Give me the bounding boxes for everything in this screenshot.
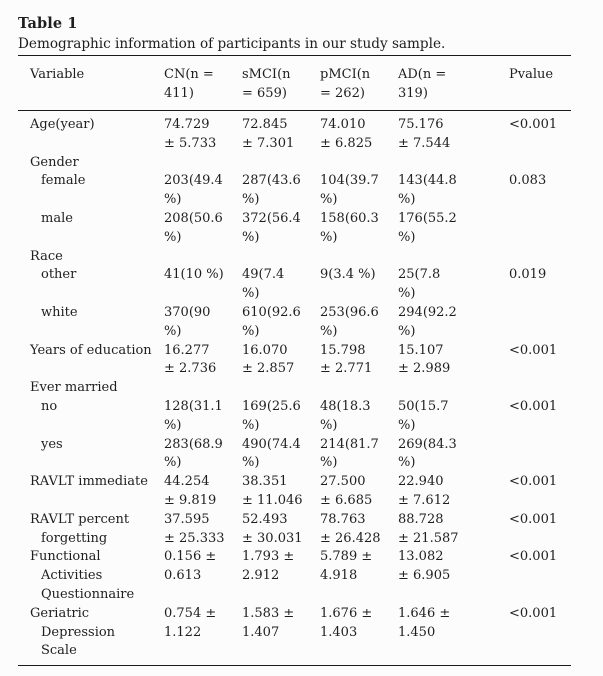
value-cell: [398, 116, 509, 154]
cell-line: other: [41, 267, 77, 283]
table-header-row: [18, 55, 571, 111]
cell-line: ± 7.301: [242, 135, 295, 151]
cell-line: %): [164, 192, 182, 208]
cell-line: 169(25.6: [242, 398, 301, 414]
cell-line: %): [242, 192, 260, 208]
cell-line: 253(96.6: [320, 304, 379, 320]
cell-line: male: [41, 210, 73, 226]
cell-line: ± 11.046: [242, 492, 303, 508]
pvalue-cell: [509, 605, 571, 624]
cell-line: 22.940: [398, 474, 444, 490]
value-cell: [242, 605, 320, 643]
cell-line: RAVLT immediate: [30, 474, 148, 490]
cell-line: 319): [398, 86, 428, 101]
cell-line: 38.351: [242, 474, 288, 490]
value-cell: [320, 304, 398, 342]
cell-line: 27.500: [320, 474, 366, 490]
table-row: [18, 248, 571, 267]
cell-line: %): [398, 229, 416, 245]
table-row: [18, 398, 571, 436]
value-cell: [242, 266, 320, 304]
cell-line: 15.107: [398, 342, 444, 358]
value-cell: [242, 248, 320, 249]
cell-line: 41(10 %): [164, 267, 224, 283]
variable-cell: [18, 379, 164, 398]
cell-line: 176(55.2: [398, 210, 457, 226]
cell-line: 208(50.6: [164, 210, 223, 226]
variable-cell: [18, 473, 164, 492]
cell-line: <0.001: [509, 474, 558, 490]
cell-line: 48(18.3: [320, 398, 371, 414]
cell-line: %): [164, 323, 182, 339]
cell-line: 372(56.4: [242, 210, 301, 226]
value-cell: [164, 248, 242, 249]
cell-line: 4.918: [320, 568, 358, 584]
column-header-col-pmci: [320, 65, 398, 103]
table-row: [18, 304, 571, 342]
cell-line: <0.001: [509, 605, 558, 621]
cell-line: <0.001: [509, 342, 558, 358]
variable-cell: [18, 511, 164, 549]
cell-line: ± 2.771: [320, 361, 373, 377]
table-row: [18, 511, 571, 549]
cell-line: 2.912: [242, 568, 280, 584]
cell-line: 158(60.3: [320, 210, 379, 226]
value-cell: [398, 436, 509, 474]
cell-line: %): [242, 455, 260, 471]
value-cell: [398, 154, 509, 155]
variable-cell: [18, 248, 164, 267]
cell-line: 52.493: [242, 511, 288, 527]
value-cell: [164, 210, 242, 248]
cell-line: %): [242, 323, 260, 339]
cell-line: 78.763: [320, 511, 366, 527]
cell-line: Race: [30, 248, 63, 264]
pvalue-cell: [509, 511, 571, 530]
value-cell: [242, 304, 320, 342]
cell-line: %): [320, 323, 338, 339]
cell-line: Pvalue: [509, 67, 554, 82]
cell-line: ± 30.031: [242, 530, 303, 546]
value-cell: [320, 398, 398, 436]
cell-line: 13.082: [398, 549, 444, 565]
cell-line: 269(84.3: [398, 436, 457, 452]
cell-line: 15.798: [320, 342, 366, 358]
cell-line: %): [164, 229, 182, 245]
cell-line: 411): [164, 86, 194, 101]
pvalue-cell: [509, 473, 571, 492]
variable-cell: [18, 436, 164, 455]
value-cell: [398, 266, 509, 304]
cell-line: 74.010: [320, 117, 366, 132]
cell-line: ± 7.612: [398, 492, 451, 508]
table-row: [18, 548, 571, 604]
cell-line: 370(90: [164, 304, 211, 320]
pvalue-cell: [509, 154, 571, 155]
value-cell: [398, 210, 509, 248]
cell-line: 75.176: [398, 117, 444, 132]
value-cell: [320, 473, 398, 511]
cell-line: Scale: [41, 643, 77, 659]
pvalue-cell: [509, 266, 571, 285]
value-cell: [320, 548, 398, 586]
value-cell: [242, 116, 320, 154]
pvalue-cell: [509, 436, 571, 437]
value-cell: [242, 154, 320, 155]
cell-line: AD(n =: [398, 67, 447, 82]
pvalue-cell: [509, 248, 571, 249]
value-cell: [398, 511, 509, 549]
cell-line: Years of education: [30, 342, 152, 358]
cell-line: 104(39.7: [320, 173, 379, 189]
cell-line: 294(92.2: [398, 304, 457, 320]
table-row: [18, 116, 571, 154]
cell-line: 203(49.4: [164, 173, 223, 189]
cell-line: yes: [41, 436, 63, 452]
value-cell: [164, 266, 242, 285]
cell-line: 610(92.6: [242, 304, 301, 320]
pvalue-cell: [509, 379, 571, 380]
variable-cell: [18, 548, 164, 604]
cell-line: %): [398, 417, 416, 433]
cell-line: 16.070: [242, 342, 288, 358]
cell-line: = 262): [320, 86, 365, 101]
cell-line: 74.729: [164, 117, 210, 132]
cell-line: Depression: [41, 624, 116, 640]
value-cell: [398, 304, 509, 342]
variable-cell: [18, 172, 164, 191]
value-cell: [320, 154, 398, 155]
cell-line: 44.254: [164, 474, 210, 490]
table-row: [18, 266, 571, 304]
cell-line: Geriatric: [30, 605, 90, 621]
cell-line: Functional: [30, 549, 101, 565]
cell-line: %): [398, 286, 416, 302]
cell-line: 37.595: [164, 511, 210, 527]
cell-line: 16.277: [164, 342, 210, 358]
cell-line: 0.754 ±: [164, 605, 217, 621]
value-cell: [398, 248, 509, 249]
cell-line: 0.083: [509, 173, 547, 189]
cell-line: ± 6.825: [320, 135, 373, 151]
variable-cell: [18, 210, 164, 229]
value-cell: [398, 342, 509, 380]
value-cell: [164, 436, 242, 474]
cell-line: 1.793 ±: [242, 549, 295, 565]
value-cell: [164, 172, 242, 210]
cell-line: forgetting: [41, 530, 108, 546]
pvalue-cell: [509, 398, 571, 417]
cell-line: <0.001: [509, 549, 558, 565]
pvalue-cell: [509, 210, 571, 211]
value-cell: [398, 172, 509, 210]
cell-line: 283(68.9: [164, 436, 223, 452]
cell-line: ± 5.733: [164, 135, 217, 151]
value-cell: [164, 379, 242, 380]
cell-line: pMCI(n: [320, 67, 371, 82]
cell-line: 1.122: [164, 624, 202, 640]
cell-line: ± 21.587: [398, 530, 459, 546]
cell-line: ± 2.857: [242, 361, 295, 377]
pvalue-cell: [509, 172, 571, 191]
value-cell: [320, 342, 398, 380]
pvalue-cell: [509, 304, 571, 305]
value-cell: [164, 116, 242, 154]
value-cell: [164, 154, 242, 155]
cell-line: %): [320, 455, 338, 471]
pvalue-cell: [509, 116, 571, 135]
value-cell: [242, 210, 320, 248]
column-header-col-ad: [398, 65, 509, 103]
value-cell: [242, 398, 320, 436]
table-1: [18, 13, 571, 666]
value-cell: [242, 172, 320, 210]
cell-line: <0.001: [509, 117, 558, 132]
cell-line: ± 6.905: [398, 568, 451, 584]
cell-line: %): [164, 455, 182, 471]
cell-line: Age(year): [30, 117, 95, 132]
cell-line: ± 9.819: [164, 492, 217, 508]
value-cell: [320, 248, 398, 249]
value-cell: [164, 548, 242, 586]
cell-line: 214(81.7: [320, 436, 379, 452]
cell-line: 1.583 ±: [242, 605, 295, 621]
table-body: [18, 111, 571, 666]
cell-line: female: [41, 173, 86, 189]
cell-line: ± 2.989: [398, 361, 451, 377]
value-cell: [320, 511, 398, 549]
cell-line: 5.789 ±: [320, 549, 373, 565]
value-cell: [320, 436, 398, 474]
column-header-col-pvalue: [509, 65, 571, 84]
cell-line: %): [320, 229, 338, 245]
cell-line: Questionnaire: [41, 586, 135, 602]
pvalue-cell: [509, 342, 571, 361]
cell-line: ± 7.544: [398, 135, 451, 151]
cell-line: Gender: [30, 154, 79, 170]
cell-line: <0.001: [509, 398, 558, 414]
table-row: [18, 154, 571, 173]
value-cell: [398, 473, 509, 511]
cell-line: 72.845: [242, 117, 288, 132]
value-cell: [242, 342, 320, 380]
cell-line: 0.019: [509, 267, 547, 283]
table-row: [18, 473, 571, 511]
variable-cell: [18, 116, 164, 135]
cell-line: 1.407: [242, 624, 280, 640]
cell-line: %): [398, 192, 416, 208]
variable-cell: [18, 304, 164, 323]
column-header-col-cn: [164, 65, 242, 103]
cell-line: <0.001: [509, 511, 558, 527]
value-cell: [398, 398, 509, 436]
table-row: [18, 379, 571, 398]
cell-line: ± 26.428: [320, 530, 381, 546]
cell-line: 490(74.4: [242, 436, 301, 452]
cell-line: %): [320, 192, 338, 208]
table-title: Table 1: [18, 15, 78, 32]
value-cell: [398, 548, 509, 586]
pvalue-cell: [509, 548, 571, 567]
variable-cell: [18, 398, 164, 417]
value-cell: [164, 342, 242, 380]
value-cell: [242, 473, 320, 511]
table-row: [18, 172, 571, 210]
cell-line: no: [41, 398, 58, 414]
table-row: [18, 210, 571, 248]
value-cell: [320, 210, 398, 248]
value-cell: [320, 266, 398, 285]
cell-line: Variable: [30, 67, 85, 82]
cell-line: %): [242, 229, 260, 245]
cell-line: 143(44.8: [398, 173, 457, 189]
cell-line: RAVLT percent: [30, 511, 130, 527]
cell-line: ± 6.685: [320, 492, 373, 508]
value-cell: [242, 548, 320, 586]
cell-line: 49(7.4: [242, 267, 285, 283]
cell-line: %): [242, 417, 260, 433]
column-header-col-smci: [242, 65, 320, 103]
variable-cell: [18, 154, 164, 173]
value-cell: [164, 398, 242, 436]
value-cell: [320, 379, 398, 380]
cell-line: Activities: [41, 568, 103, 584]
variable-cell: [18, 605, 164, 661]
cell-line: 287(43.6: [242, 173, 301, 189]
value-cell: [320, 605, 398, 643]
cell-line: 0.156 ±: [164, 549, 217, 565]
cell-line: ± 2.736: [164, 361, 217, 377]
cell-line: 1.676 ±: [320, 605, 373, 621]
value-cell: [398, 379, 509, 380]
variable-cell: [18, 266, 164, 285]
cell-line: 1.450: [398, 624, 436, 640]
value-cell: [242, 379, 320, 380]
cell-line: 88.728: [398, 511, 444, 527]
value-cell: [164, 511, 242, 549]
cell-line: Ever married: [30, 380, 118, 396]
cell-line: 0.613: [164, 568, 202, 584]
cell-line: 1.403: [320, 624, 358, 640]
cell-line: sMCI(n: [242, 67, 291, 82]
column-header-col-variable: [18, 65, 164, 84]
value-cell: [164, 473, 242, 511]
value-cell: [320, 116, 398, 154]
cell-line: 1.646 ±: [398, 605, 451, 621]
value-cell: [164, 304, 242, 342]
cell-line: %): [320, 417, 338, 433]
cell-line: CN(n =: [164, 67, 214, 82]
table-row: [18, 342, 571, 380]
value-cell: [242, 511, 320, 549]
cell-line: 50(15.7: [398, 398, 449, 414]
cell-line: 25(7.8: [398, 267, 441, 283]
cell-line: ± 25.333: [164, 530, 225, 546]
cell-line: %): [164, 417, 182, 433]
value-cell: [320, 172, 398, 210]
table-row: [18, 605, 571, 661]
cell-line: 9(3.4 %): [320, 267, 376, 283]
cell-line: white: [41, 304, 78, 320]
cell-line: %): [242, 286, 260, 302]
value-cell: [164, 605, 242, 643]
cell-line: %): [398, 323, 416, 339]
table-caption: Demographic information of participants in our study sample.: [18, 36, 446, 52]
cell-line: = 659): [242, 86, 287, 101]
variable-cell: [18, 342, 164, 361]
table-row: [18, 436, 571, 474]
cell-line: %): [398, 455, 416, 471]
value-cell: [242, 436, 320, 474]
cell-line: 128(31.1: [164, 398, 223, 414]
value-cell: [398, 605, 509, 643]
